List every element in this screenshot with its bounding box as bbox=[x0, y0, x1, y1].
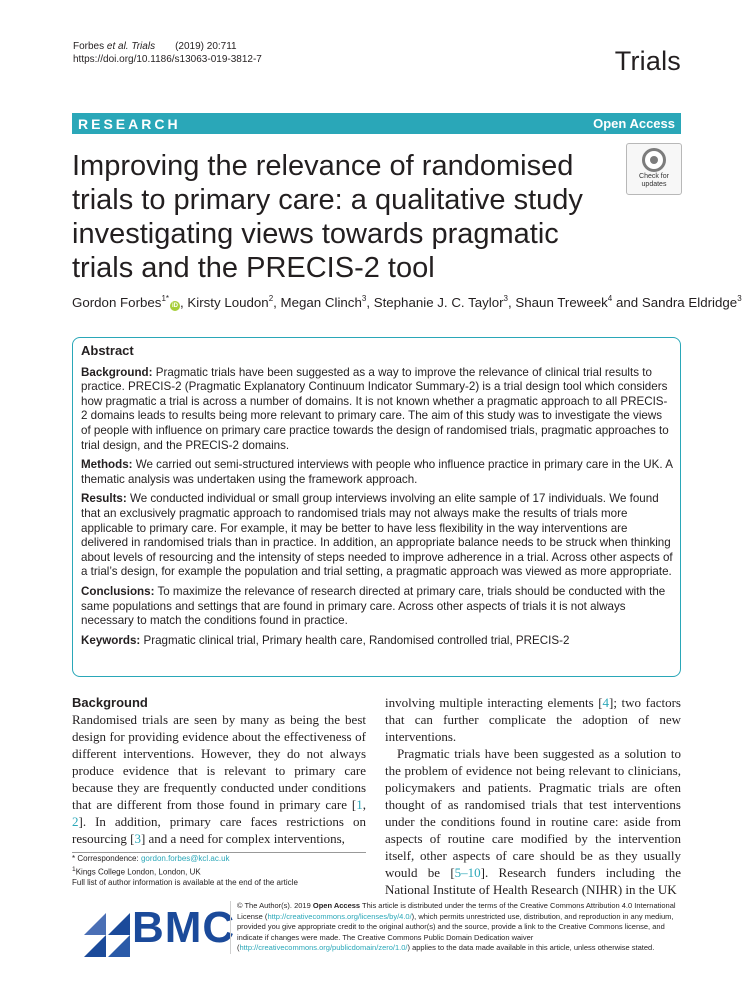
abstract-conclusions: Conclusions: To maximize the relevance of research directed at primary care, trials should be conducted with the same populations and settings that are found in primary care. Across other aspects of trials it is not always necessary to match the conditions found in practice. bbox=[81, 584, 666, 628]
waiver-link[interactable]: http://creativecommons.org/publicdomain/zero/1.0/ bbox=[239, 943, 408, 952]
orcid-icon[interactable]: iD bbox=[172, 303, 178, 309]
footnotes bbox=[72, 852, 366, 888]
badge-line-2: updates bbox=[641, 181, 667, 188]
doi-link[interactable]: https://doi.org/10.1186/s13063-019-3812-7 bbox=[73, 54, 262, 65]
abstract-results: Results: We conducted individual or small group interviews involving an elite sample of 17 individuals. We found that an exclusively pragmatic approach to randomised trials may not always make the results of trials more applicable to primary care. For example, it may be better to have less flexibility in the way interventions are delivered in randomised trials than in practice. In addition, an appropriate balance needs to be struck when thinking about levels of resourcing and the intensity of steps needed to improve adherence in a trial. Across other aspects of a trial’s design, for example the population and trial setting, a pragmatic approach was viewed as more appropriate. bbox=[81, 492, 673, 579]
author-list: Gordon Forbes$^{1*}$iD , Kirsty Loudon$^2$, Megan Clinch$^3$, Stephanie J. C. Taylor$^3$, Shaun Treweek$^4$ and Sandra Eldridge$^3$ bbox=[72, 294, 742, 310]
abstract-heading: Abstract bbox=[81, 343, 134, 358]
background-heading: Background bbox=[72, 695, 148, 710]
right-column bbox=[385, 694, 681, 898]
ref-link[interactable]: 4 bbox=[602, 695, 610, 710]
section-label: RESEARCH bbox=[78, 115, 181, 132]
running-header bbox=[73, 40, 262, 66]
background-paragraph-1: Randomised trials are seen by many as being the best design for providing evidence about the effectiveness of different interventions. However, they do not always produce evidence that is relevant to primary care because they are frequently conducted under conditions that are different from those found in primary care [1, 2]. In addition, primary care faces restrictions on resourcing [3] and a need for complex interventions, bbox=[72, 712, 366, 846]
background-paragraph-2: Pragmatic trials have been suggested as a solution to the problem of evidence not being relevant to clinicians, policymakers and patients. Pragmatic trials are often thought of as randomised trials that test interventions under the conditions found in routine care: aside from aspects of routine care modified by the intervention itself, other aspects of care should be as they usually would be [5–10]. Research funders including the National Institute of Health Research (NIHR) in the UK bbox=[385, 746, 681, 897]
abstract-box bbox=[72, 337, 681, 677]
abstract-methods: Methods: We carried out semi-structured interviews with people who influence practice in primary care in the UK. A thematic analysis was undertaken using the framework approach. bbox=[81, 458, 673, 486]
journal-name: Trials bbox=[614, 46, 681, 76]
author-name: Gordon Forbes bbox=[72, 295, 162, 310]
license-text: © The Author(s). 2019 Open Access This article is distributed under the terms of the Creative Commons Attribution 4.0 International License (http://creativecommons.org/licenses/by/4.0/), which permits unrestricted use, distribution, and reproduction in any medium, provided you give appropriate credit to the original author(s) and the source, provide a link to the Creative Commons license, and indicate if changes were made. The Creative Commons Public Domain Dedication waiver (http://creativecommons.org/publicdomain/zero/1.0/) applies to the data made available in this article, unless otherwise stated. bbox=[230, 901, 682, 954]
citation-year: (2019) 20:711 bbox=[175, 41, 237, 52]
abstract-keywords: Keywords: Pragmatic clinical trial, Primary health care, Randomised controlled trial, PRECIS-2 bbox=[81, 633, 570, 647]
email-link[interactable]: gordon.forbes@kcl.ac.uk bbox=[140, 854, 230, 863]
author-name: and Sandra Eldridge bbox=[612, 295, 738, 310]
license-link[interactable]: http://creativecommons.org/licenses/by/4.0/ bbox=[267, 911, 412, 921]
citation-line bbox=[73, 40, 262, 53]
citation-journal: Forbes et al. Trials bbox=[73, 41, 156, 52]
affiliation: $^1$Kings College London, London, UK bbox=[72, 865, 201, 877]
background-paragraph-1-cont: involving multiple interacting elements [4]; two factors that can further complicate the adoption of new interventions. bbox=[385, 695, 681, 744]
license-footer bbox=[72, 895, 681, 965]
ref-link[interactable]: 3 bbox=[134, 831, 141, 846]
badge-line-1: Check for bbox=[639, 173, 669, 180]
crossmark-icon bbox=[642, 148, 666, 172]
author-name: , Megan Clinch bbox=[273, 295, 362, 310]
correspondence: * Correspondence: gordon.forbes@kcl.ac.uk bbox=[72, 854, 230, 863]
abstract-background: Background: Pragmatic trials have been suggested as a way to improve the relevance of clinical trial results to practice. PRECIS-2 (Pragmatic Explanatory Continuum Indicator Summary-2) is a trial design tool which considers how pragmatic a trial is across a number of domains. It is not known whether a pragmatic approach to all PRECIS-2 domains leads to results being more relevant to primary care. The aim of this study was to investigate the views of people with influence on primary care practice towards the design of randomised trials, pragmatic approaches to trial design, and the PRECIS-2 domains. bbox=[81, 365, 669, 452]
open-access-label: Open Access bbox=[593, 116, 675, 131]
ref-link[interactable]: 2 bbox=[72, 814, 79, 829]
check-for-updates-badge[interactable] bbox=[626, 143, 682, 195]
bmc-logo-text: BMC bbox=[132, 903, 236, 952]
ref-link[interactable]: 1 bbox=[356, 797, 363, 812]
author-info-note: Full list of author information is available at the end of the article bbox=[72, 877, 298, 887]
author-name: , Stephanie J. C. Taylor bbox=[366, 295, 504, 310]
author-name: , Kirsty Loudon bbox=[180, 295, 269, 310]
section-band bbox=[72, 113, 681, 134]
article-title: Improving the relevance of randomised trials to primary care: a qualitative study investigating views towards pragmatic trials and the PRECIS-2 tool bbox=[72, 150, 583, 284]
left-column bbox=[72, 694, 366, 847]
author-name: , Shaun Treweek bbox=[508, 295, 608, 310]
ref-link[interactable]: 5–10 bbox=[454, 865, 481, 880]
